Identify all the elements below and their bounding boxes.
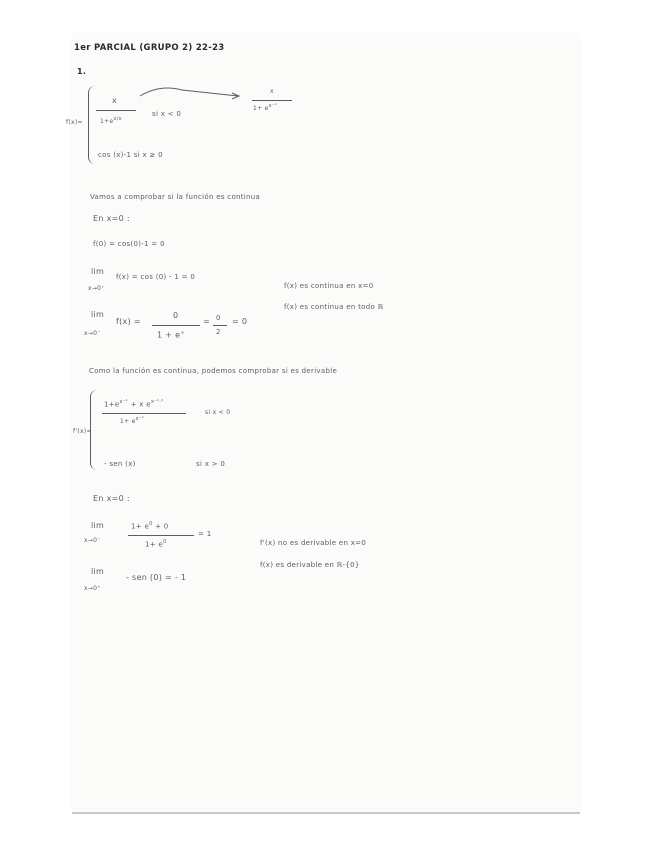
lim-left-denominator-2: 2 [216, 328, 221, 336]
deriv-lim-left-word: lim [91, 521, 105, 530]
lim-left-denominator-base: 1 + e [157, 330, 181, 340]
lim-left-word: lim [91, 310, 105, 319]
derivative-label: f'(x)= [73, 428, 92, 435]
lim-right-word: lim [91, 267, 105, 276]
continuity-at-point: En x=0 : [93, 214, 130, 223]
derivative-piece1-numerator [104, 399, 164, 408]
deriv-num-a-exponent: x⁻¹ [119, 399, 129, 405]
derivative-brace [90, 390, 97, 470]
page-title: 1er PARCIAL (GRUPO 2) 22-23 [74, 43, 225, 53]
arrow-fraction-bar [252, 100, 292, 101]
derivative-piece1-fraction-bar [102, 413, 186, 414]
lim-left-numerator-2: 0 [216, 314, 221, 322]
derivative-piece1-condition: si x < 0 [205, 409, 231, 416]
arrow-denominator [253, 103, 277, 112]
lim-left-subscript: x→0⁻ [84, 330, 101, 337]
arrow-numerator: x [270, 88, 274, 95]
continuity-conclusion-1: f(x) es continua en x=0 [284, 282, 374, 290]
piece1-denominator-exponent: x/x [113, 116, 122, 122]
continuity-intro: Vamos a comprobar si la función es continua [90, 193, 261, 201]
piece1-denominator-base: 1+e [100, 118, 114, 125]
deriv-lim-left-fraction-bar [128, 535, 194, 536]
lim-left-fraction-bar [152, 325, 200, 326]
deriv-lim-left-denominator [145, 539, 167, 548]
lim-left-denominator-exponent: ∞ [180, 330, 185, 336]
deriv-lim-right-subscript: x→0⁺ [84, 585, 101, 592]
deriv-den-base: 1+ e [120, 418, 136, 425]
deriv-num-b: + x e [130, 400, 151, 409]
deriv-lim-den-exponent: 0 [163, 539, 167, 545]
exercise-number: 1. [77, 67, 87, 76]
derivative-piece2: - sen (x) [104, 460, 136, 468]
deriv-lim-left-subscript: x→0⁻ [84, 537, 101, 544]
deriv-lim-left-result: = 1 [198, 530, 212, 538]
deriv-lim-left-numerator [131, 521, 169, 530]
continuity-conclusion-2: f(x) es continua en todo ℝ [284, 303, 384, 311]
piece1-numerator: x [112, 96, 118, 105]
deriv-lim-num-base: 1+ e [131, 522, 150, 531]
derivative-piece1-denominator [120, 416, 144, 425]
piece1-condition: si x < 0 [152, 110, 182, 118]
deriv-lim-den-base: 1+ e [145, 540, 164, 549]
derivability-at-point: En x=0 : [93, 494, 130, 503]
deriv-lim-right-expression: - sen (0) = - 1 [126, 573, 187, 582]
lim-left-result: = 0 [232, 317, 248, 326]
derivative-piece2-condition: si x > 0 [196, 460, 226, 468]
lim-left-equals: = [203, 317, 211, 326]
deriv-num-b-exponent: x⁻¹·² [150, 399, 164, 405]
lim-left-numerator: 0 [173, 311, 179, 320]
derivability-conclusion-2: f(x) es derivable en ℝ-{0} [260, 561, 360, 569]
deriv-lim-num-exponent: 0 [149, 521, 153, 527]
lim-left-fraction-bar-2 [213, 325, 227, 326]
lim-right-subscript: x→0⁺ [88, 285, 105, 292]
function-label: f(x)= [66, 119, 83, 126]
lim-left-denominator [157, 330, 185, 340]
arrow-denominator-base: 1+ e [253, 105, 269, 112]
arrow-denominator-exponent: x⁻¹ [268, 103, 278, 109]
lim-left-fx: f(x) = [116, 317, 141, 326]
deriv-den-exponent: x⁻¹ [135, 416, 145, 422]
lim-right-expression: f(x) = cos (0) - 1 = 0 [116, 273, 196, 281]
deriv-lim-num-tail: + 0 [152, 522, 169, 531]
piece2-expression: cos (x)-1 si x ≥ 0 [98, 151, 163, 159]
deriv-lim-right-word: lim [91, 567, 105, 576]
derivability-conclusion-1: f'(x) no es derivable en x=0 [260, 539, 367, 547]
f-of-zero: f(0) = cos(0)-1 = 0 [93, 240, 165, 248]
derivability-intro: Como la función es continua, podemos comprobar si es derivable [89, 367, 338, 375]
deriv-num-a: 1+e [104, 400, 120, 409]
